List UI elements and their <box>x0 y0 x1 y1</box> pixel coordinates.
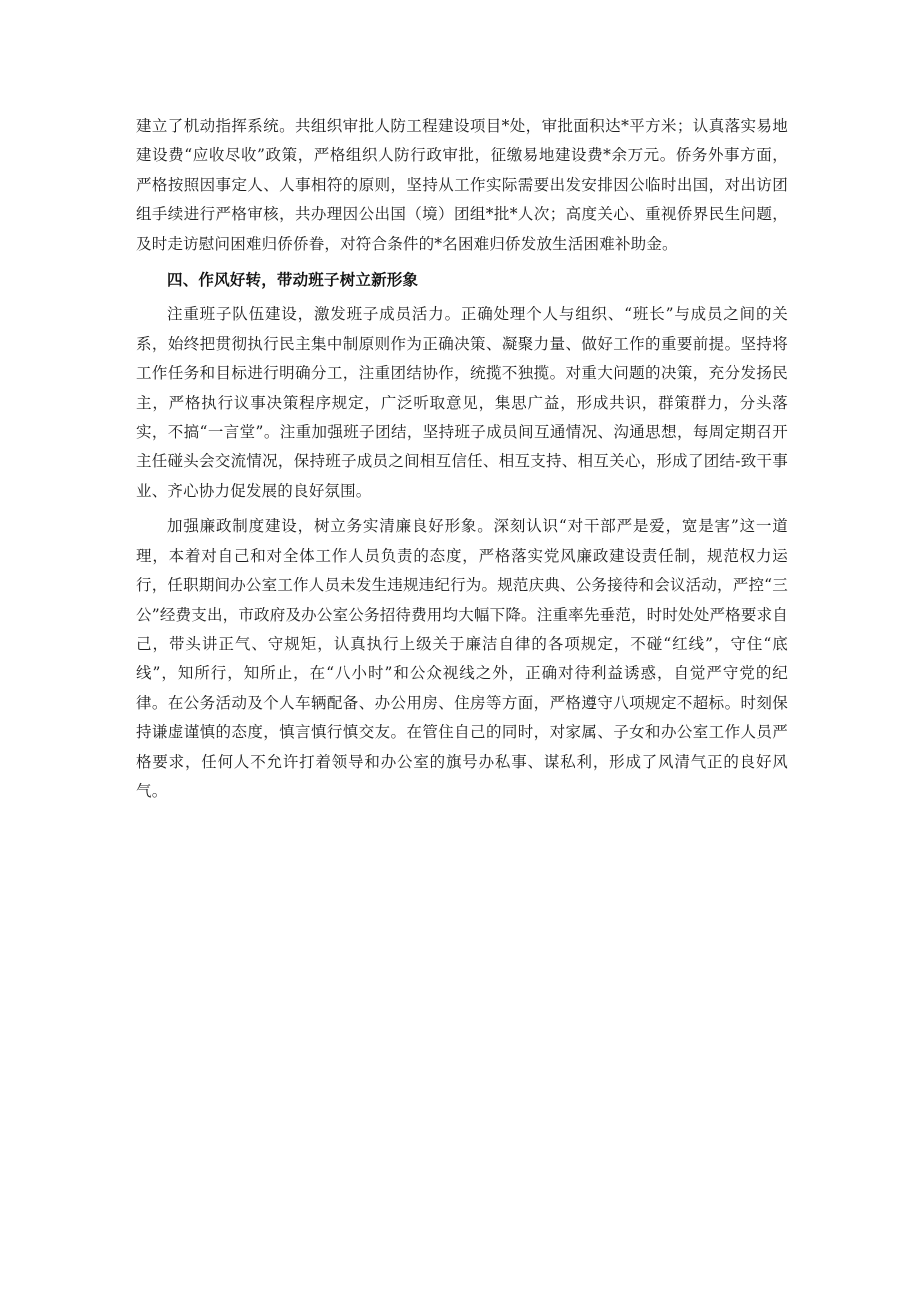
paragraph-personnel-affairs: 建立了机动指挥系统。共组织审批人防工程建设项目*处，审批面积达*平方米；认真落实易地建设费“应收尽收”政策，严格组织人防行政审批，征缴易地建设费*余万元。侨务外事方面，严格按照因事定人、人事相符的原则，坚持从工作实际需要出发安排因公临时出国，对出访团组手续进行严格审核，共办理因公出国（境）团组*批*人次；高度关心、重视侨界民生问题，及时走访慰问困难归侨侨眷，对符合条件的*名困难归侨发放生活困难补助金。 <box>136 117 788 253</box>
document-body <box>136 112 788 806</box>
section-heading-four: 四、作风好转，带动班子树立新形象 <box>167 270 419 290</box>
paragraph-team-building: 注重班子队伍建设，激发班子成员活力。正确处理个人与组织、“班长”与成员之间的关系，始终把贯彻执行民主集中制原则作为正确决策、凝聚力量、做好工作的重要前提。坚持将工作任务和目标进行明确分工，注重团结协作，统揽不独揽。对重大问题的决策，充分发扬民主，严格执行议事决策程序规定，广泛听取意见，集思广益，形成共识，群策群力，分头落实，不搞“一言堂”。注重加强班子团结，坚持班子成员间互通情况、沟通思想，每周定期召开主任碰头会交流情况，保持班子成员之间相互信任、相互支持、相互关心，形成了团结-致干事业、齐心协力促发展的良好氛围。 <box>136 305 788 500</box>
paragraph-integrity-building: 加强廉政制度建设，树立务实清廉良好形象。深刻认识“对干部严是爱，宽是害”这一道理，本着对自己和对全体工作人员负责的态度，严格落实党风廉政建设责任制，规范权力运行，任职期间办公室工作人员未发生违规违纪行为。规范庆典、公务接待和会议活动，严控“三公”经费支出，市政府及办公室公务招待费用均大幅下降。注重率先垂范，时时处处严格要求自己，带头讲正气、守规矩，认真执行上级关于廉洁自律的各项规定，不碰“红线”，守住“底线”，知所行，知所止，在“八小时”和公众视线之外，正确对待利益诱惑，自觉严守党的纪律。在公务活动及个人车辆配备、办公用房、住房等方面，严格遵守八项规定不超标。时刻保持谦虚谨慎的态度，慎言慎行慎交友。在管住自己的同时，对家属、子女和办公室工作人员严格要求，任何人不允许打着领导和办公室的旗号办私事、谋私利，形成了风清气正的良好风气。 <box>136 517 788 800</box>
